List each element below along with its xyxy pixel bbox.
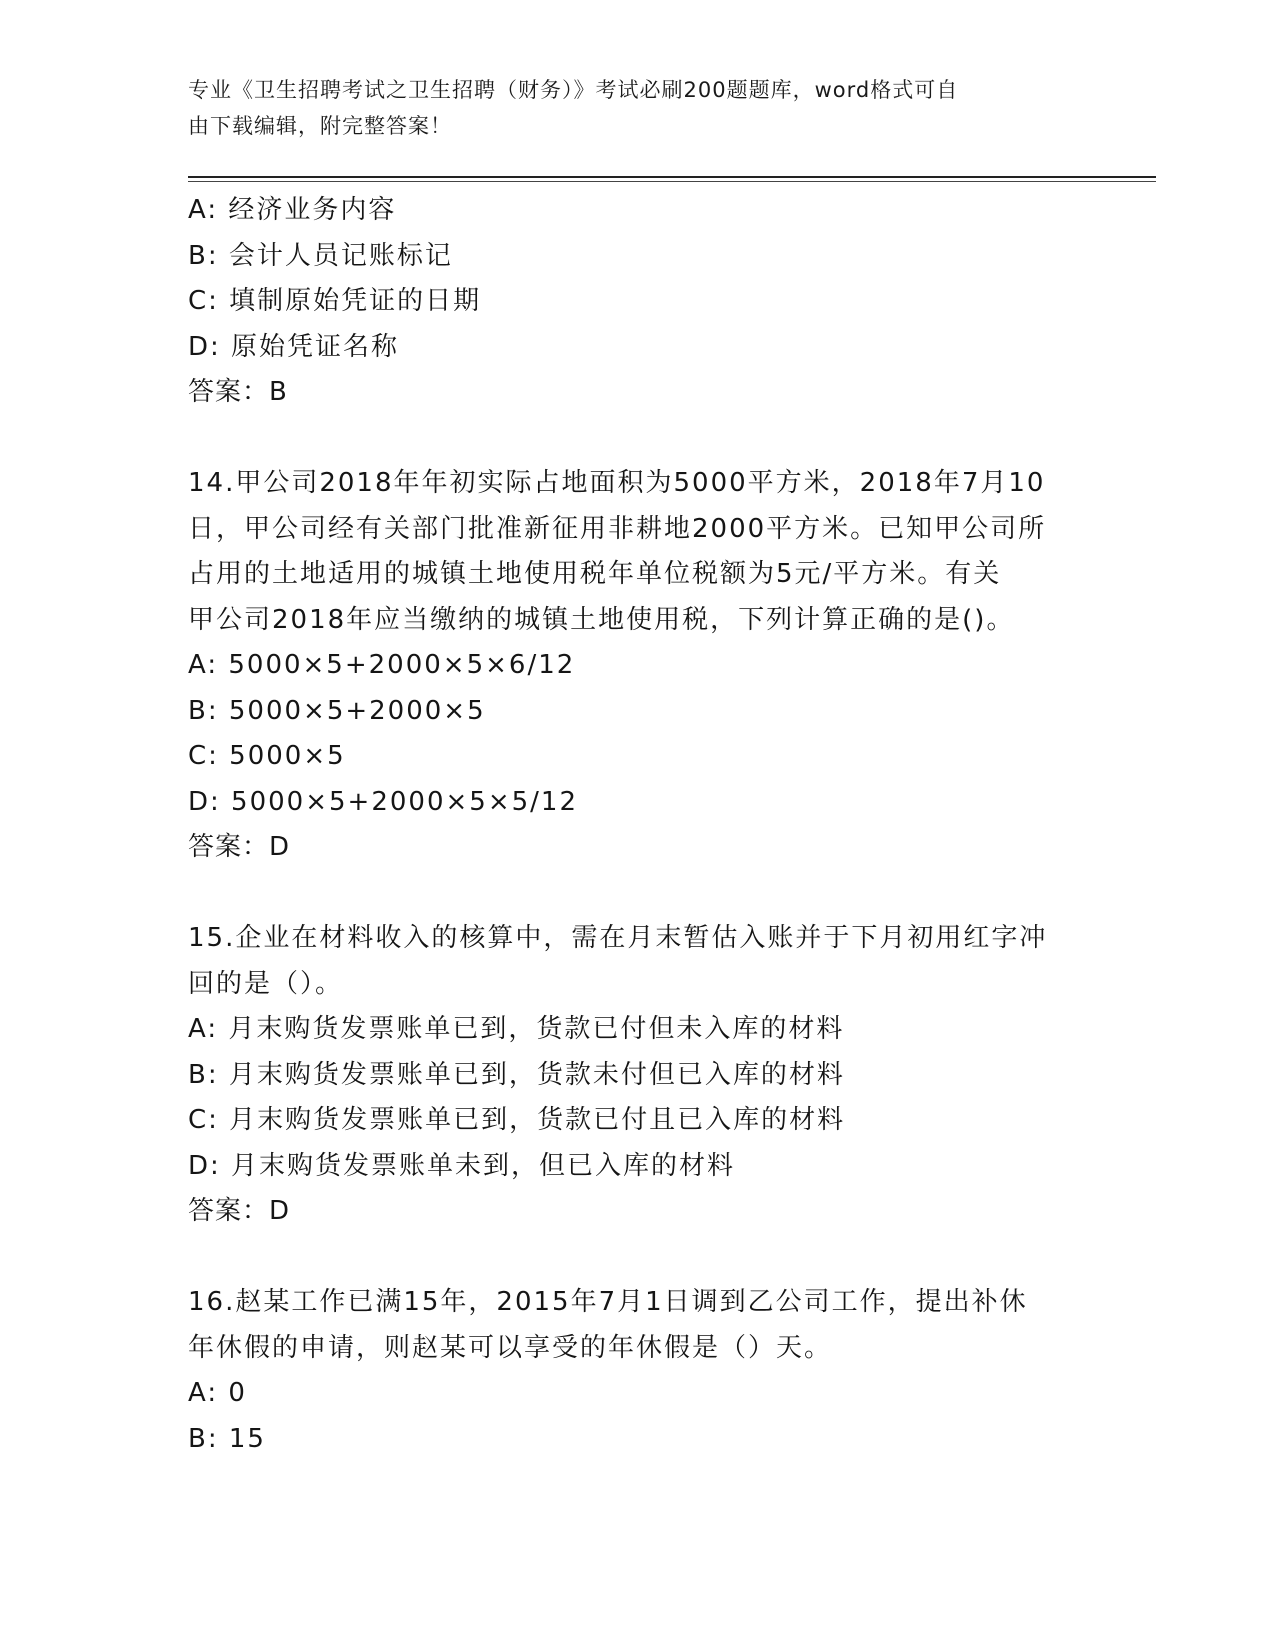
header-divider <box>188 176 1156 178</box>
option-a: A: 5000×5+2000×5×6/12 <box>188 650 576 680</box>
question-stem: 占用的土地适用的城镇土地使用税年单位税额为5元/平方米。有关 <box>188 559 1002 589</box>
option-d: D: 原始凭证名称 <box>188 331 400 362</box>
option-b: B: 5000×5+2000×5 <box>188 695 486 726</box>
option-a: A: 月末购货发票账单已到，货款已付但未入库的材料 <box>188 1014 845 1044</box>
option-a: A: 经济业务内容 <box>188 195 397 225</box>
option-d: D: 月末购货发票账单未到，但已入库的材料 <box>188 1150 736 1181</box>
option-b: B: 15 <box>188 1423 266 1454</box>
question-stem: 甲公司2018年应当缴纳的城镇土地使用税，下列计算正确的是()。 <box>188 604 1015 635</box>
spacer <box>188 871 1088 917</box>
option-b: B: 会计人员记账标记 <box>188 240 453 271</box>
question-stem: 年休假的申请，则赵某可以享受的年休假是（）天。 <box>188 1332 833 1363</box>
question-15 <box>188 916 1088 1235</box>
answer: 答案：D <box>188 1196 291 1226</box>
option-c: C: 5000×5 <box>188 741 346 771</box>
spacer <box>188 416 1088 462</box>
answer: 答案：D <box>188 832 291 862</box>
question-list <box>188 188 1088 1462</box>
question-stem: 15.企业在材料收入的核算中，需在月末暂估入账并于下月初用红字冲 <box>188 923 1048 953</box>
question-stem: 14.甲公司2018年年初实际占地面积为5000平方米，2018年7月10 <box>188 468 1046 498</box>
answer: 答案：B <box>188 377 288 407</box>
header-line: 专业《卫生招聘考试之卫生招聘（财务）》考试必刷200题题库，word格式可自 <box>188 78 959 102</box>
header-line: 由下载编辑，附完整答案！ <box>188 114 452 138</box>
question-stem: 16.赵某工作已满15年，2015年7月1日调到乙公司工作，提出补休 <box>188 1287 1028 1317</box>
question-16 <box>188 1280 1088 1462</box>
question-stem: 日，甲公司经有关部门批准新征用非耕地2000平方米。已知甲公司所 <box>188 513 1047 544</box>
spacer <box>188 1235 1088 1281</box>
option-c: C: 月末购货发票账单已到，货款已付且已入库的材料 <box>188 1105 846 1135</box>
option-a: A: 0 <box>188 1378 247 1408</box>
question-14 <box>188 461 1088 871</box>
option-d: D: 5000×5+2000×5×5/12 <box>188 786 578 817</box>
document-header <box>188 72 1068 144</box>
header-divider-thin <box>188 181 1156 182</box>
question-stem: 回的是（）。 <box>188 968 344 999</box>
option-b: B: 月末购货发票账单已到，货款未付但已入库的材料 <box>188 1059 845 1090</box>
option-c: C: 填制原始凭证的日期 <box>188 286 482 316</box>
question-13 <box>188 188 1088 416</box>
